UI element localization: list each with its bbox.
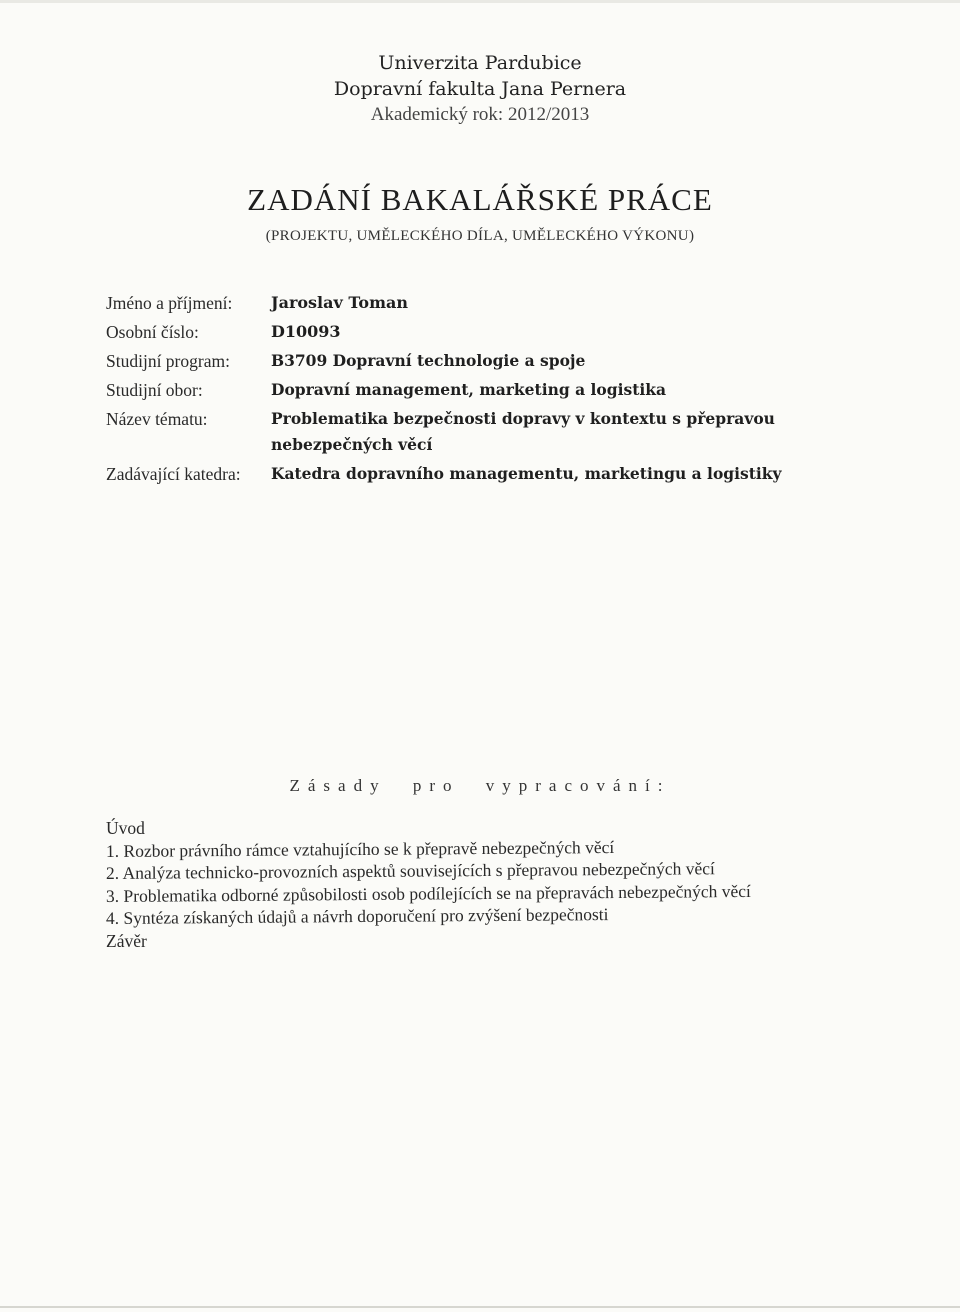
field-row-topic <box>106 406 906 458</box>
document-subtitle: (PROJEKTU, UMĚLECKÉHO DÍLA, UMĚLECKÉHO VÝKONU) <box>265 228 695 244</box>
principles-list <box>106 817 906 952</box>
principles-heading: Zásady pro vypracování: <box>289 776 671 795</box>
field-row-study-program <box>106 348 906 374</box>
study-field: Dopravní management, marketing a logistika <box>271 380 667 399</box>
personal-number: D10093 <box>271 322 341 341</box>
field-label: Studijní obor: <box>106 380 203 400</box>
student-info-fields <box>106 290 906 490</box>
list-item: 3. Problematika odborné způsobilosti osob podílejících se na přepravách nebezpečných věcí <box>105 880 751 906</box>
field-label: Jméno a příjmení: <box>106 293 233 313</box>
page-edge-bottom <box>0 1306 960 1308</box>
list-item: Úvod <box>106 818 145 838</box>
list-item: 1. Rozbor právního rámce vztahujícího se k přepravě nebezpečných věcí <box>105 836 615 861</box>
document-header <box>0 50 960 128</box>
field-row-name <box>106 290 906 316</box>
field-value <box>271 290 906 316</box>
field-label: Osobní číslo: <box>106 322 199 342</box>
document-title-block <box>0 182 960 246</box>
page-edge-top <box>0 0 960 3</box>
study-program: B3709 Dopravní technologie a spoje <box>271 351 586 370</box>
list-item: 2. Analýza technicko-provozních aspektů souvisejících s přepravou nebezpečných věcí <box>105 858 715 883</box>
field-value <box>271 461 906 487</box>
department: Katedra dopravního managementu, marketingu a logistiky <box>271 464 782 483</box>
field-value <box>271 377 906 403</box>
field-label: Zadávající katedra: <box>106 464 241 484</box>
topic-line: Problematika bezpečnosti dopravy v kontextu s přepravou <box>271 409 775 428</box>
field-row-personal-number <box>106 319 906 345</box>
field-row-study-field <box>106 377 906 403</box>
field-row-department <box>106 461 906 487</box>
university-name: Univerzita Pardubice <box>378 52 582 74</box>
field-value <box>271 406 906 458</box>
field-label: Studijní program: <box>106 351 230 371</box>
field-value <box>271 348 906 374</box>
field-value <box>271 319 906 345</box>
academic-year: Akademický rok: 2012/2013 <box>370 104 590 125</box>
document-title: ZADÁNÍ BAKALÁŘSKÉ PRÁCE <box>247 182 713 217</box>
list-item: Závěr <box>106 930 147 951</box>
field-label: Název tématu: <box>106 409 208 429</box>
list-item: 4. Syntéza získaných údajů a návrh doporučení pro zvýšení bezpečnosti <box>105 904 609 928</box>
faculty-name: Dopravní fakulta Jana Pernera <box>333 78 627 100</box>
topic-line: nebezpečných věcí <box>271 435 433 454</box>
student-name: Jaroslav Toman <box>271 293 409 312</box>
